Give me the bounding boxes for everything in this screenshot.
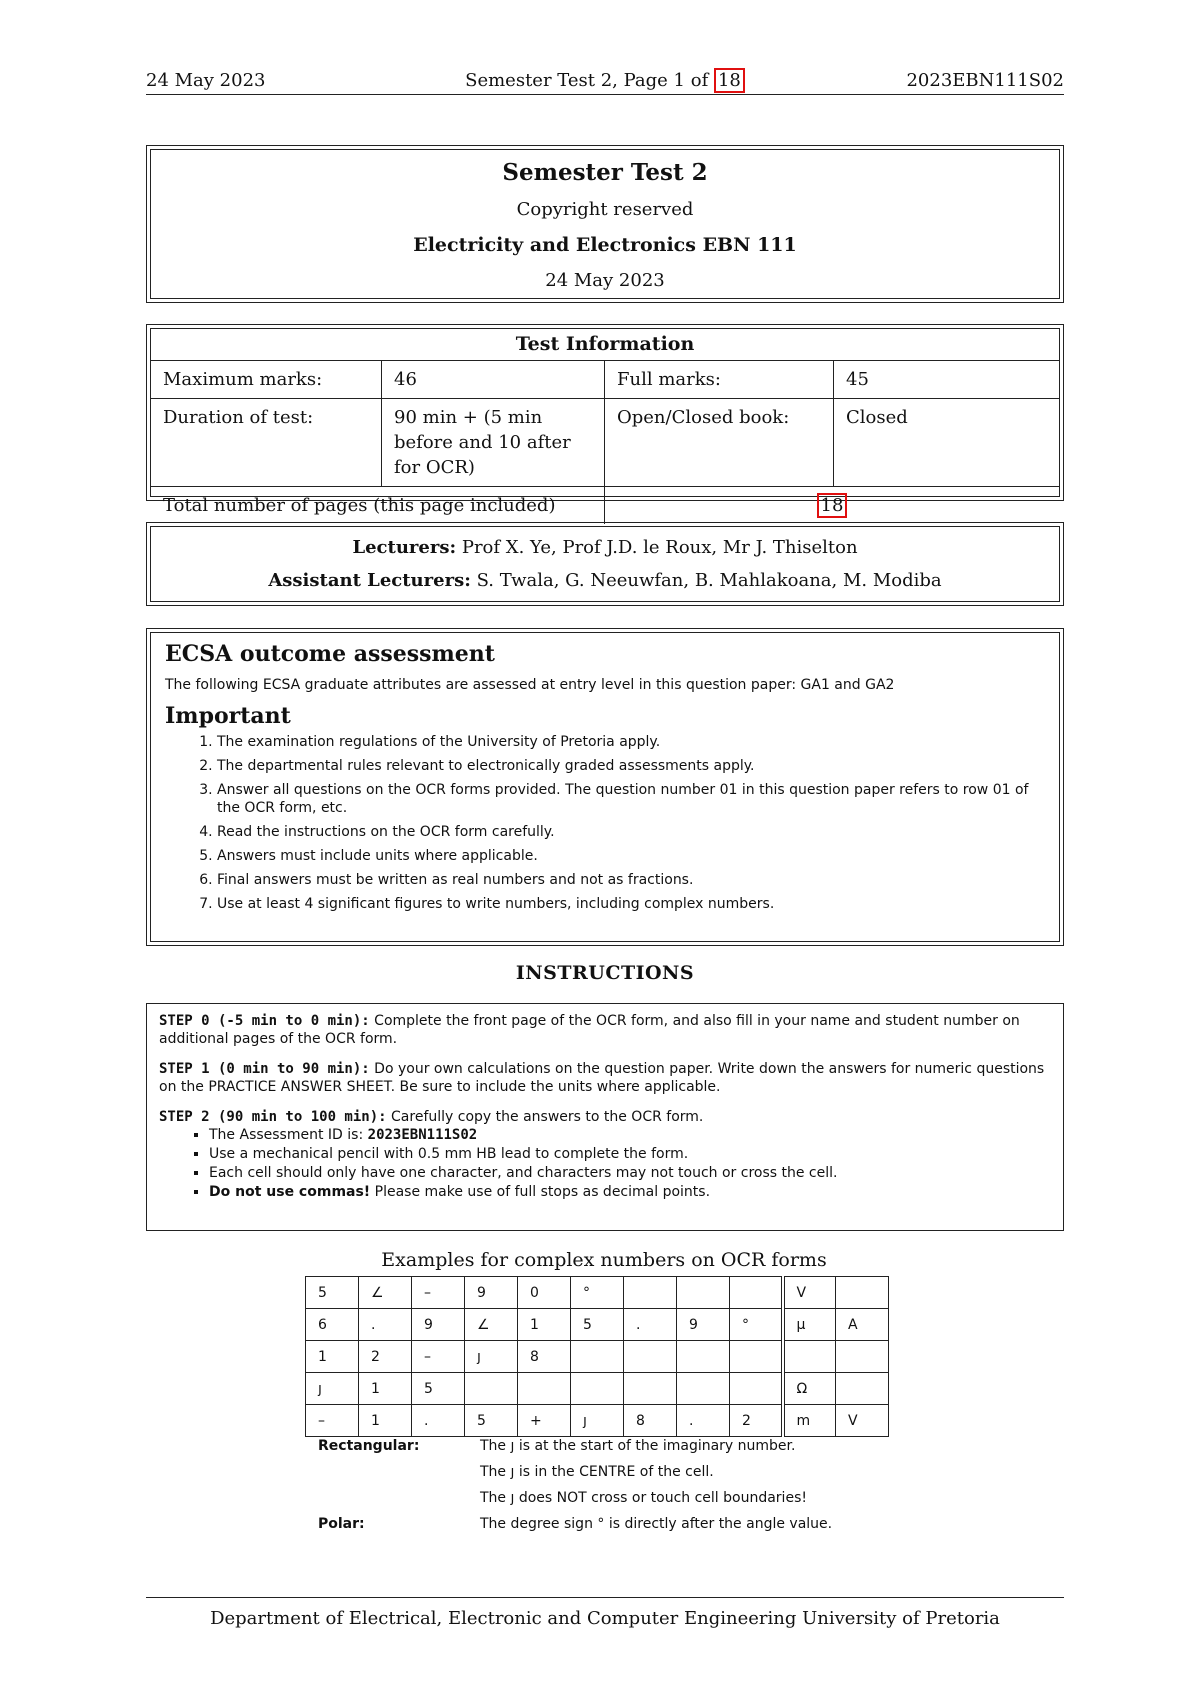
ocr-cell: 8 [518,1341,571,1373]
ocr-cell: Ω [783,1373,836,1405]
step-0-label: STEP 0 (-5 min to 0 min): [159,1013,370,1029]
footer-rule [146,1597,1064,1598]
note-key: Rectangular: [318,1438,420,1454]
ocr-cell [624,1373,677,1405]
assessment-id: 2023EBN111S02 [367,1127,478,1143]
important-heading: Important [165,703,291,729]
test-title: Semester Test 2 [502,159,708,186]
course-name: Electricity and Electronics EBN 111 [413,234,797,256]
max-marks-value: 46 [382,361,605,399]
ocr-example-grid [305,1276,889,1437]
ocr-cell: + [518,1405,571,1437]
page-header [146,68,1064,95]
ocr-cell: 6 [306,1309,359,1341]
book-label: Open/Closed book: [605,399,834,487]
ocr-cell: A [836,1309,889,1341]
test-info-box [146,324,1064,516]
ocr-cell: ȷ [465,1341,518,1373]
header-code: 2023EBN111S02 [906,70,1064,91]
table-row [306,1277,889,1309]
instructions-heading: INSTRUCTIONS [515,962,695,984]
ocr-cell: – [412,1341,465,1373]
ocr-cell: 9 [465,1277,518,1309]
title-box [146,145,1064,303]
ocr-cell [677,1373,730,1405]
ocr-cell [836,1341,889,1373]
ocr-cell: m [783,1405,836,1437]
list-item: 1. The examination regulations of the University of Pretoria apply. [217,733,1045,751]
ocr-cell: 5 [412,1373,465,1405]
ocr-cell: 1 [518,1309,571,1341]
book-value: Closed [834,399,1060,487]
test-info-heading: Test Information [151,329,1059,361]
ocr-cell [677,1341,730,1373]
list-item: ▪ Use a mechanical pencil with 0.5 mm HB lead to complete the form. [209,1145,1051,1164]
table-row [306,1373,889,1405]
ocr-cell: – [412,1277,465,1309]
ocr-cell [571,1341,624,1373]
ocr-cell [783,1341,836,1373]
duration-value: 90 min + (5 min before and 10 after for OCR) [382,399,605,487]
ecsa-text: The following ECSA graduate attributes are assessed at entry level in this question paper: GA1 and GA2 [165,677,895,693]
list-item [209,1183,1051,1202]
ocr-cell: 9 [412,1309,465,1341]
note-row [318,1464,1018,1490]
lecturers-box [146,522,1064,606]
assistants-value: S. Twala, G. Neeuwfan, B. Mahlakoana, M. Modiba [476,570,942,591]
assessment-id-label: The Assessment ID is: [209,1127,368,1143]
header-page-total: 18 [714,68,745,93]
pages-value: 18 [817,493,848,518]
ocr-cell: ∠ [465,1309,518,1341]
lecturers-label: Lecturers: [352,537,457,558]
step-0-text: Complete the front page of the OCR form, and also fill in your name and student number on additional pages of the OCR form. [159,1013,1020,1047]
header-page-label: Semester Test 2, Page 1 of [465,70,709,91]
ocr-cell: μ [783,1309,836,1341]
note-value: The ȷ is at the start of the imaginary number. [480,1438,796,1454]
ocr-cell [624,1341,677,1373]
note-value: The degree sign ° is directly after the angle value. [480,1516,833,1532]
pages-label: Total number of pages (this page included) [151,487,605,525]
ocr-cell: ȷ [306,1373,359,1405]
note-row [318,1490,1018,1516]
ocr-cell: 1 [359,1405,412,1437]
step-2 [159,1108,1051,1126]
ocr-cell [836,1373,889,1405]
assistants-line [151,570,1059,591]
list-item: 5. Answers must include units where applicable. [217,847,1045,865]
table-row [151,399,1059,487]
ocr-cell [624,1277,677,1309]
footer-text: Department of Electrical, Electronic and Computer Engineering University of Pretoria [210,1608,1000,1629]
lecturers-line [151,527,1059,558]
ecsa-heading: ECSA outcome assessment [165,641,495,667]
max-marks-label: Maximum marks: [151,361,382,399]
ocr-cell [730,1341,783,1373]
list-item: 2. The departmental rules relevant to electronically graded assessments apply. [217,757,1045,775]
step-2-label: STEP 2 (90 min to 100 min): [159,1109,387,1125]
copyright-notice: Copyright reserved [516,199,694,220]
table-row [306,1405,889,1437]
ocr-cell: ȷ [571,1405,624,1437]
no-commas-text: Please make use of full stops as decimal points. [370,1184,711,1200]
ocr-cell: 1 [359,1373,412,1405]
table-row [151,487,1059,525]
list-item: 6. Final answers must be written as real numbers and not as fractions. [217,871,1045,889]
step-1 [159,1060,1051,1096]
step-2-list [159,1126,1051,1202]
test-info-table [151,361,1059,524]
ocr-cell [730,1373,783,1405]
lecturers-value: Prof X. Ye, Prof J.D. le Roux, Mr J. Thiselton [461,537,858,558]
note-row [318,1516,1018,1542]
ocr-cell: ° [730,1309,783,1341]
step-2-text: Carefully copy the answers to the OCR form. [386,1109,704,1125]
ocr-cell: 2 [730,1405,783,1437]
ocr-cell: 1 [306,1341,359,1373]
list-item: 4. Read the instructions on the OCR form carefully. [217,823,1045,841]
note-value: The ȷ is in the CENTRE of the cell. [480,1464,714,1480]
full-marks-value: 45 [834,361,1060,399]
table-row [306,1341,889,1373]
ocr-cell: 5 [571,1309,624,1341]
ocr-cell: 0 [518,1277,571,1309]
note-row [318,1438,1018,1464]
ocr-cell [730,1277,783,1309]
step-1-text: Do your own calculations on the question paper. Write down the answers for numeric questions on the PRACTICE ANSWER SHEET. Be sure to include the units where applicable. [159,1061,1045,1095]
header-date: 24 May 2023 [146,70,266,91]
duration-label: Duration of test: [151,399,382,487]
ocr-cell: . [624,1309,677,1341]
step-1-label: STEP 1 (0 min to 90 min): [159,1061,370,1077]
ocr-cell: . [359,1309,412,1341]
table-row [151,361,1059,399]
ocr-cell [465,1373,518,1405]
ecsa-box [146,628,1064,946]
note-value: The ȷ does NOT cross or touch cell boundaries! [480,1490,807,1506]
ocr-notes [318,1438,1018,1542]
ocr-cell: . [412,1405,465,1437]
ocr-cell: V [783,1277,836,1309]
ocr-cell: 2 [359,1341,412,1373]
ocr-cell: V [836,1405,889,1437]
list-item: 3. Answer all questions on the OCR forms provided. The question number 01 in this question paper refers to row 01 of the OCR form, etc. [217,781,1045,817]
examples-heading: Examples for complex numbers on OCR forms [381,1249,827,1271]
step-0 [159,1012,1051,1048]
list-item: ▪ Each cell should only have one character, and characters may not touch or cross the cell. [209,1164,1051,1183]
ocr-cell: – [306,1405,359,1437]
assistants-label: Assistant Lecturers: [268,570,471,591]
ocr-cell [571,1373,624,1405]
list-item [209,1126,1051,1145]
instructions-box [146,1003,1064,1231]
ocr-cell: 9 [677,1309,730,1341]
ocr-cell [518,1373,571,1405]
ocr-cell: 8 [624,1405,677,1437]
no-commas-warning: Do not use commas! [209,1184,371,1200]
ocr-cell: 5 [306,1277,359,1309]
ocr-cell: ° [571,1277,624,1309]
test-date: 24 May 2023 [545,270,665,291]
ocr-cell: 5 [465,1405,518,1437]
list-item: 7. Use at least 4 significant figures to write numbers, including complex numbers. [217,895,1045,913]
ocr-cell: . [677,1405,730,1437]
table-row [306,1309,889,1341]
ocr-cell [836,1277,889,1309]
full-marks-label: Full marks: [605,361,834,399]
pages-value-cell [605,487,1060,525]
ocr-cell [677,1277,730,1309]
note-key: Polar: [318,1516,365,1532]
important-list [165,733,1045,913]
ocr-cell: ∠ [359,1277,412,1309]
